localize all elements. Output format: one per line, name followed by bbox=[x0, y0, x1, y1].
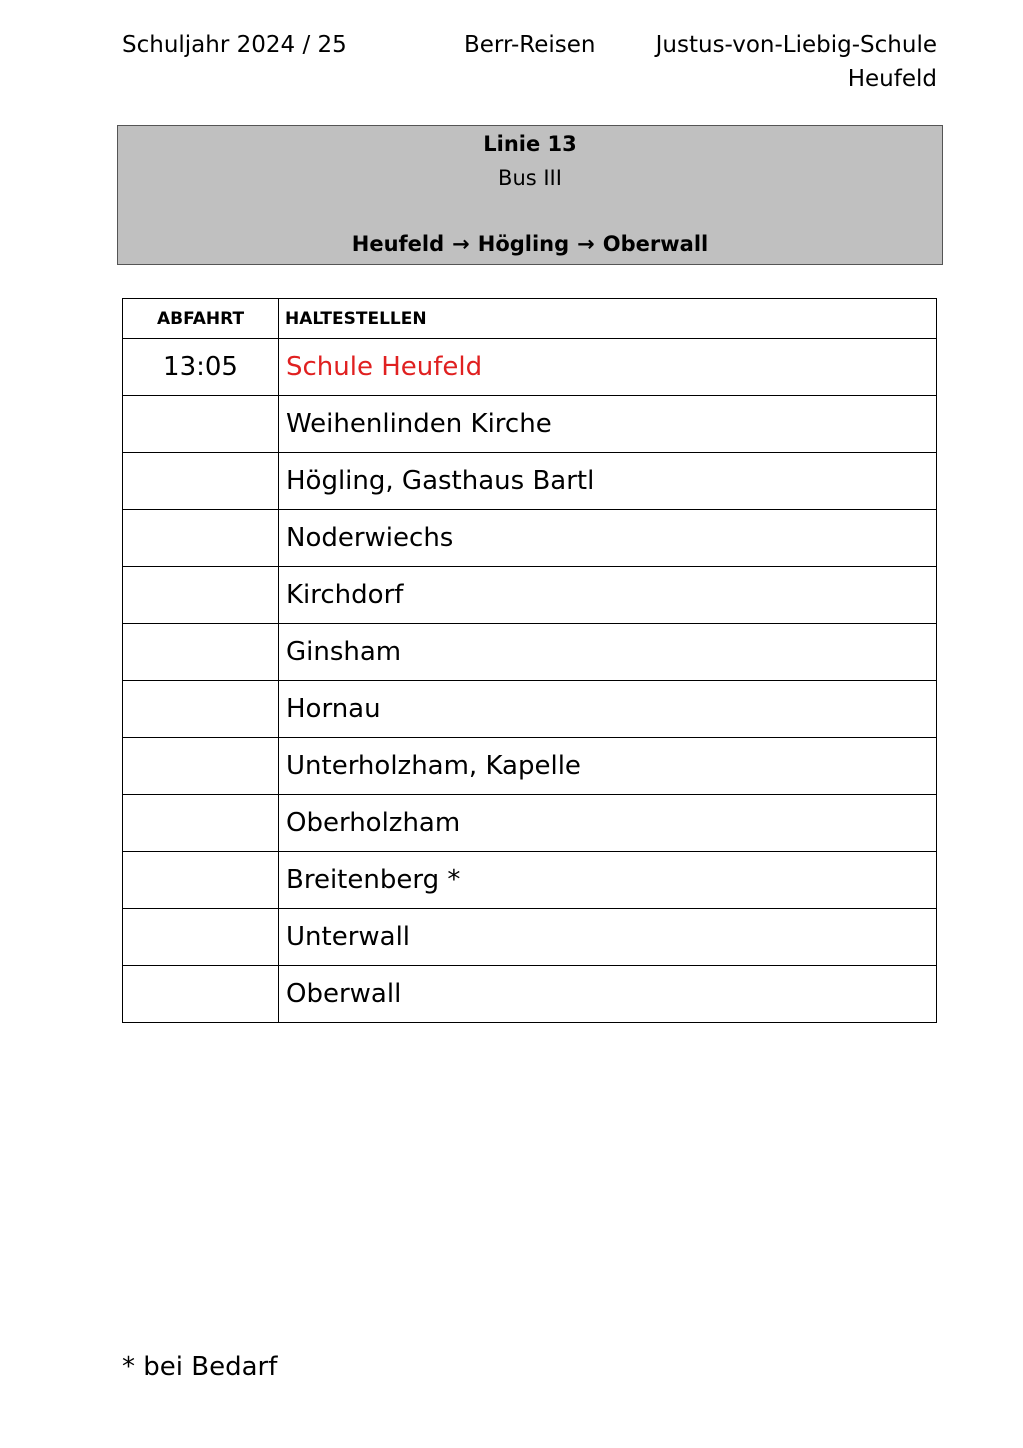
route-summary bbox=[118, 232, 942, 256]
table-row bbox=[123, 567, 937, 624]
table-row bbox=[123, 738, 937, 795]
route-to: Oberwall bbox=[602, 232, 709, 256]
stop-name: Kirchdorf bbox=[279, 567, 937, 624]
route-banner bbox=[117, 125, 943, 265]
line-number: Linie 13 bbox=[483, 132, 577, 156]
departure-time bbox=[123, 510, 279, 567]
table-row bbox=[123, 795, 937, 852]
departure-time bbox=[123, 453, 279, 510]
departure-time bbox=[123, 795, 279, 852]
table-row bbox=[123, 339, 937, 396]
departure-time bbox=[123, 738, 279, 795]
departure-time bbox=[123, 396, 279, 453]
schedule-table bbox=[122, 298, 937, 1023]
stop-name: Oberholzham bbox=[279, 795, 937, 852]
bus-company: Berr-Reisen bbox=[464, 32, 596, 58]
departure-time bbox=[123, 852, 279, 909]
table-row bbox=[123, 852, 937, 909]
stop-name: Unterholzham, Kapelle bbox=[279, 738, 937, 795]
stop-name: Weihenlinden Kirche bbox=[279, 396, 937, 453]
route-from: Heufeld bbox=[351, 232, 445, 256]
bus-number: Bus III bbox=[498, 166, 562, 190]
footnote: * bei Bedarf bbox=[122, 1352, 278, 1382]
column-header-stops: HALTESTELLEN bbox=[279, 299, 937, 339]
stop-name: Hornau bbox=[279, 681, 937, 738]
stop-name: Oberwall bbox=[279, 966, 937, 1023]
table-row bbox=[123, 453, 937, 510]
departure-time bbox=[123, 909, 279, 966]
table-header-row bbox=[123, 299, 937, 339]
route-via: Högling bbox=[477, 232, 570, 256]
school-year: Schuljahr 2024 / 25 bbox=[122, 32, 347, 58]
table-row bbox=[123, 909, 937, 966]
table-row bbox=[123, 681, 937, 738]
stop-name: Högling, Gasthaus Bartl bbox=[279, 453, 937, 510]
departure-time bbox=[123, 567, 279, 624]
departure-time bbox=[123, 681, 279, 738]
table-row bbox=[123, 624, 937, 681]
table-row bbox=[123, 510, 937, 567]
arrow-right-icon: → bbox=[577, 232, 595, 256]
column-header-departure: ABFAHRT bbox=[123, 299, 279, 339]
school-header bbox=[656, 28, 937, 96]
arrow-right-icon: → bbox=[452, 232, 470, 256]
stop-name: Schule Heufeld bbox=[279, 339, 937, 396]
school-town: Heufeld bbox=[847, 66, 937, 92]
stop-name: Noderwiechs bbox=[279, 510, 937, 567]
departure-time: 13:05 bbox=[123, 339, 279, 396]
stop-name: Breitenberg * bbox=[279, 852, 937, 909]
table-row bbox=[123, 396, 937, 453]
stop-name: Ginsham bbox=[279, 624, 937, 681]
school-name: Justus-von-Liebig-Schule bbox=[655, 32, 937, 58]
departure-time bbox=[123, 624, 279, 681]
departure-time bbox=[123, 966, 279, 1023]
stop-name: Unterwall bbox=[279, 909, 937, 966]
table-row bbox=[123, 966, 937, 1023]
